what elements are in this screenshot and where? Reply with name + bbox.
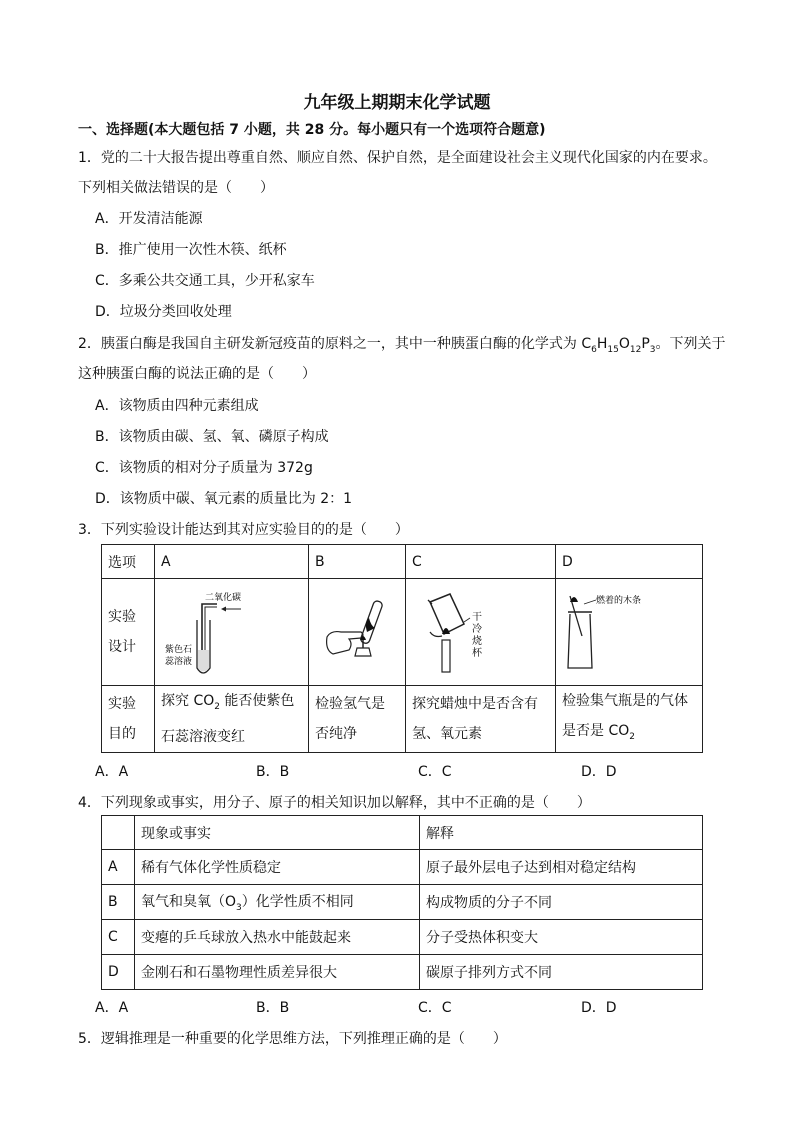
table-row [102, 885, 703, 920]
q4-header-phenomenon: 现象或事实 [135, 816, 420, 850]
q4-answer-d: D．D [581, 1000, 617, 1016]
table-row [102, 920, 703, 955]
beaker [430, 594, 464, 634]
q4-table [101, 815, 703, 990]
arrow-head [221, 607, 226, 612]
q4-row-a-explanation: 原子最外层电子达到相对稳定结构 [420, 850, 703, 885]
q1-stem-line2: 下列相关做法错误的是（ ） [78, 180, 274, 196]
q4-row-c-explanation: 分子受热体积变大 [420, 920, 703, 955]
q2-option-b: B．该物质由碳、氢、氧、磷原子构成 [95, 429, 329, 445]
q3-design-b [309, 579, 406, 686]
purpose-a-line2: 石蕊溶液变红 [161, 728, 245, 745]
formula-element: P [641, 336, 650, 352]
subscript: 3 [236, 902, 242, 913]
purpose-d-line2 [562, 716, 696, 752]
label-litmus-1: 紫色石 [165, 645, 193, 655]
label-co2: 二氧化碳 [205, 593, 242, 603]
subscript: 6 [591, 344, 597, 355]
hydrogen-purity-illustration [309, 582, 405, 682]
q4-header-explanation: 解释 [420, 816, 703, 850]
q5-stem: 5．逻辑推理是一种重要的化学思维方法，下列推理正确的是（ ） [78, 1031, 507, 1047]
q3-header-a: A [155, 545, 309, 579]
table-row [102, 850, 703, 885]
purpose-b-line1: 检验氢气是 [315, 695, 385, 712]
q3-purpose-a [155, 686, 309, 753]
candle-flame [442, 628, 450, 634]
q3-purpose-label [102, 686, 155, 753]
q1-stem-line1: 1．党的二十大报告提出尊重自然、顺应自然、保护自然，是全面建设社会主义现代化国家的内在要求。 [78, 150, 717, 166]
q4-header-blank [102, 816, 135, 850]
q3-answer-b: B．B [256, 764, 290, 780]
page-title: 九年级上期期末化学试题 [303, 93, 491, 113]
q3-header-c: C [406, 545, 556, 579]
q4-row-b-explanation: 构成物质的分子不同 [420, 885, 703, 920]
q3-header-b: B [309, 545, 406, 579]
text: 是否是 CO [562, 723, 630, 739]
candle [442, 640, 450, 672]
q2-option-d: D．该物质中碳、氧元素的质量比为 2：1 [95, 491, 353, 507]
purpose-b-line2: 否纯净 [315, 725, 357, 742]
purpose-c-line1: 探究蜡烛中是否含有 [412, 695, 538, 712]
q3-design-d [556, 579, 703, 686]
q4-answer-b: B．B [256, 1000, 290, 1016]
q2-stem-line2: 这种胰蛋白酶的说法正确的是（ ） [78, 366, 316, 382]
text: 氧气和臭氧（O [141, 894, 237, 911]
label-line: 实验 [108, 609, 136, 625]
label-line: 设计 [108, 639, 136, 655]
q4-row-d-explanation: 碳原子排列方式不同 [420, 955, 703, 990]
q4-row-b-fact [135, 885, 420, 920]
q4-row-c-fact: 变瘪的乒乓球放入热水中能鼓起来 [135, 920, 420, 955]
pointer-line [464, 618, 470, 622]
purpose-a-line1 [161, 686, 302, 722]
label-gan: 干 [472, 612, 482, 623]
test-tube-co2-illustration [155, 582, 305, 682]
q2-option-a: A．该物质由四种元素组成 [95, 398, 259, 414]
q3-answer-a: A．A [95, 764, 129, 780]
label-line: 目的 [108, 725, 136, 742]
q4-row-c-label: C [102, 920, 135, 955]
q3-purpose-d [556, 686, 703, 753]
q2-stem-tail: 。下列关于 [655, 336, 726, 352]
lamp-body [355, 648, 371, 656]
gas-jar-splint-illustration [556, 582, 696, 682]
label-pointer [584, 600, 596, 604]
section-heading: 一、选择题(本大题包括 7 小题，共 28 分。每小题只有一个选项符合题意) [78, 122, 546, 138]
q1-option-b: B．推广使用一次性木筷、纸杯 [95, 242, 287, 258]
gas-jar [568, 614, 592, 668]
q4-row-b-label: B [102, 885, 135, 920]
formula-element: H [596, 336, 608, 352]
hand [327, 632, 363, 654]
subscript: 15 [607, 344, 619, 355]
purpose-d-line1: 检验集气瓶是的气体 [562, 693, 688, 709]
hand-grip [430, 632, 442, 637]
q3-table [101, 544, 703, 753]
q4-row-a-label: A [102, 850, 135, 885]
table-row [102, 955, 703, 990]
text: ）化学性质不相同 [241, 894, 354, 911]
label-burning-splint: 燃着的木条 [596, 596, 642, 606]
text: 能否使紫色 [219, 693, 295, 709]
q2-option-c: C．该物质的相对分子质量为 372g [95, 460, 313, 476]
q3-header-option: 选项 [102, 545, 155, 579]
q4-stem: 4．下列现象或事实，用分子、原子的相关知识加以解释，其中不正确的是（ ） [78, 795, 591, 811]
cold-beaker-candle-illustration [406, 582, 546, 682]
label-shao: 烧 [472, 636, 482, 647]
q3-design-a [155, 579, 309, 686]
q1-option-a: A．开发清洁能源 [95, 211, 203, 227]
q3-design-c [406, 579, 556, 686]
subscript: 2 [214, 701, 220, 712]
subscript: 3 [649, 344, 656, 355]
q4-answer-a: A．A [95, 1000, 129, 1016]
q4-row-d-label: D [102, 955, 135, 990]
label-litmus-2: 蕊溶液 [165, 657, 193, 667]
q4-answer-c: C．C [418, 1000, 452, 1016]
subscript: 2 [629, 731, 635, 742]
q4-row-d-fact: 金刚石和石墨物理性质差异很大 [135, 955, 420, 990]
q3-answer-c: C．C [418, 764, 452, 780]
text: 探究 CO [161, 693, 215, 709]
purpose-c-line2: 氢、氧元素 [412, 725, 482, 742]
label-line: 实验 [108, 695, 136, 712]
label-leng: 冷 [472, 624, 482, 635]
q3-header-d: D [556, 545, 703, 579]
q3-purpose-c [406, 686, 556, 753]
q2-stem-text: 2．胰蛋白酶是我国自主研发新冠疫苗的原料之一，其中一种胰蛋白酶的化学式为 C [78, 336, 592, 352]
q1-option-d: D．垃圾分类回收处理 [95, 304, 232, 320]
subscript: 12 [629, 344, 642, 355]
q3-stem: 3．下列实验设计能达到其对应实验目的的是（ ） [78, 522, 409, 538]
q3-purpose-b [309, 686, 406, 753]
q3-design-label [102, 579, 155, 686]
q2-stem-line1 [78, 333, 726, 355]
label-bei: 杯 [472, 648, 482, 659]
q3-answer-d: D．D [581, 764, 617, 780]
q4-row-a-fact: 稀有气体化学性质稳定 [135, 850, 420, 885]
q1-option-c: C．多乘公共交通工具，少开私家车 [95, 273, 315, 289]
formula-element: O [618, 336, 630, 352]
solution [198, 650, 209, 672]
